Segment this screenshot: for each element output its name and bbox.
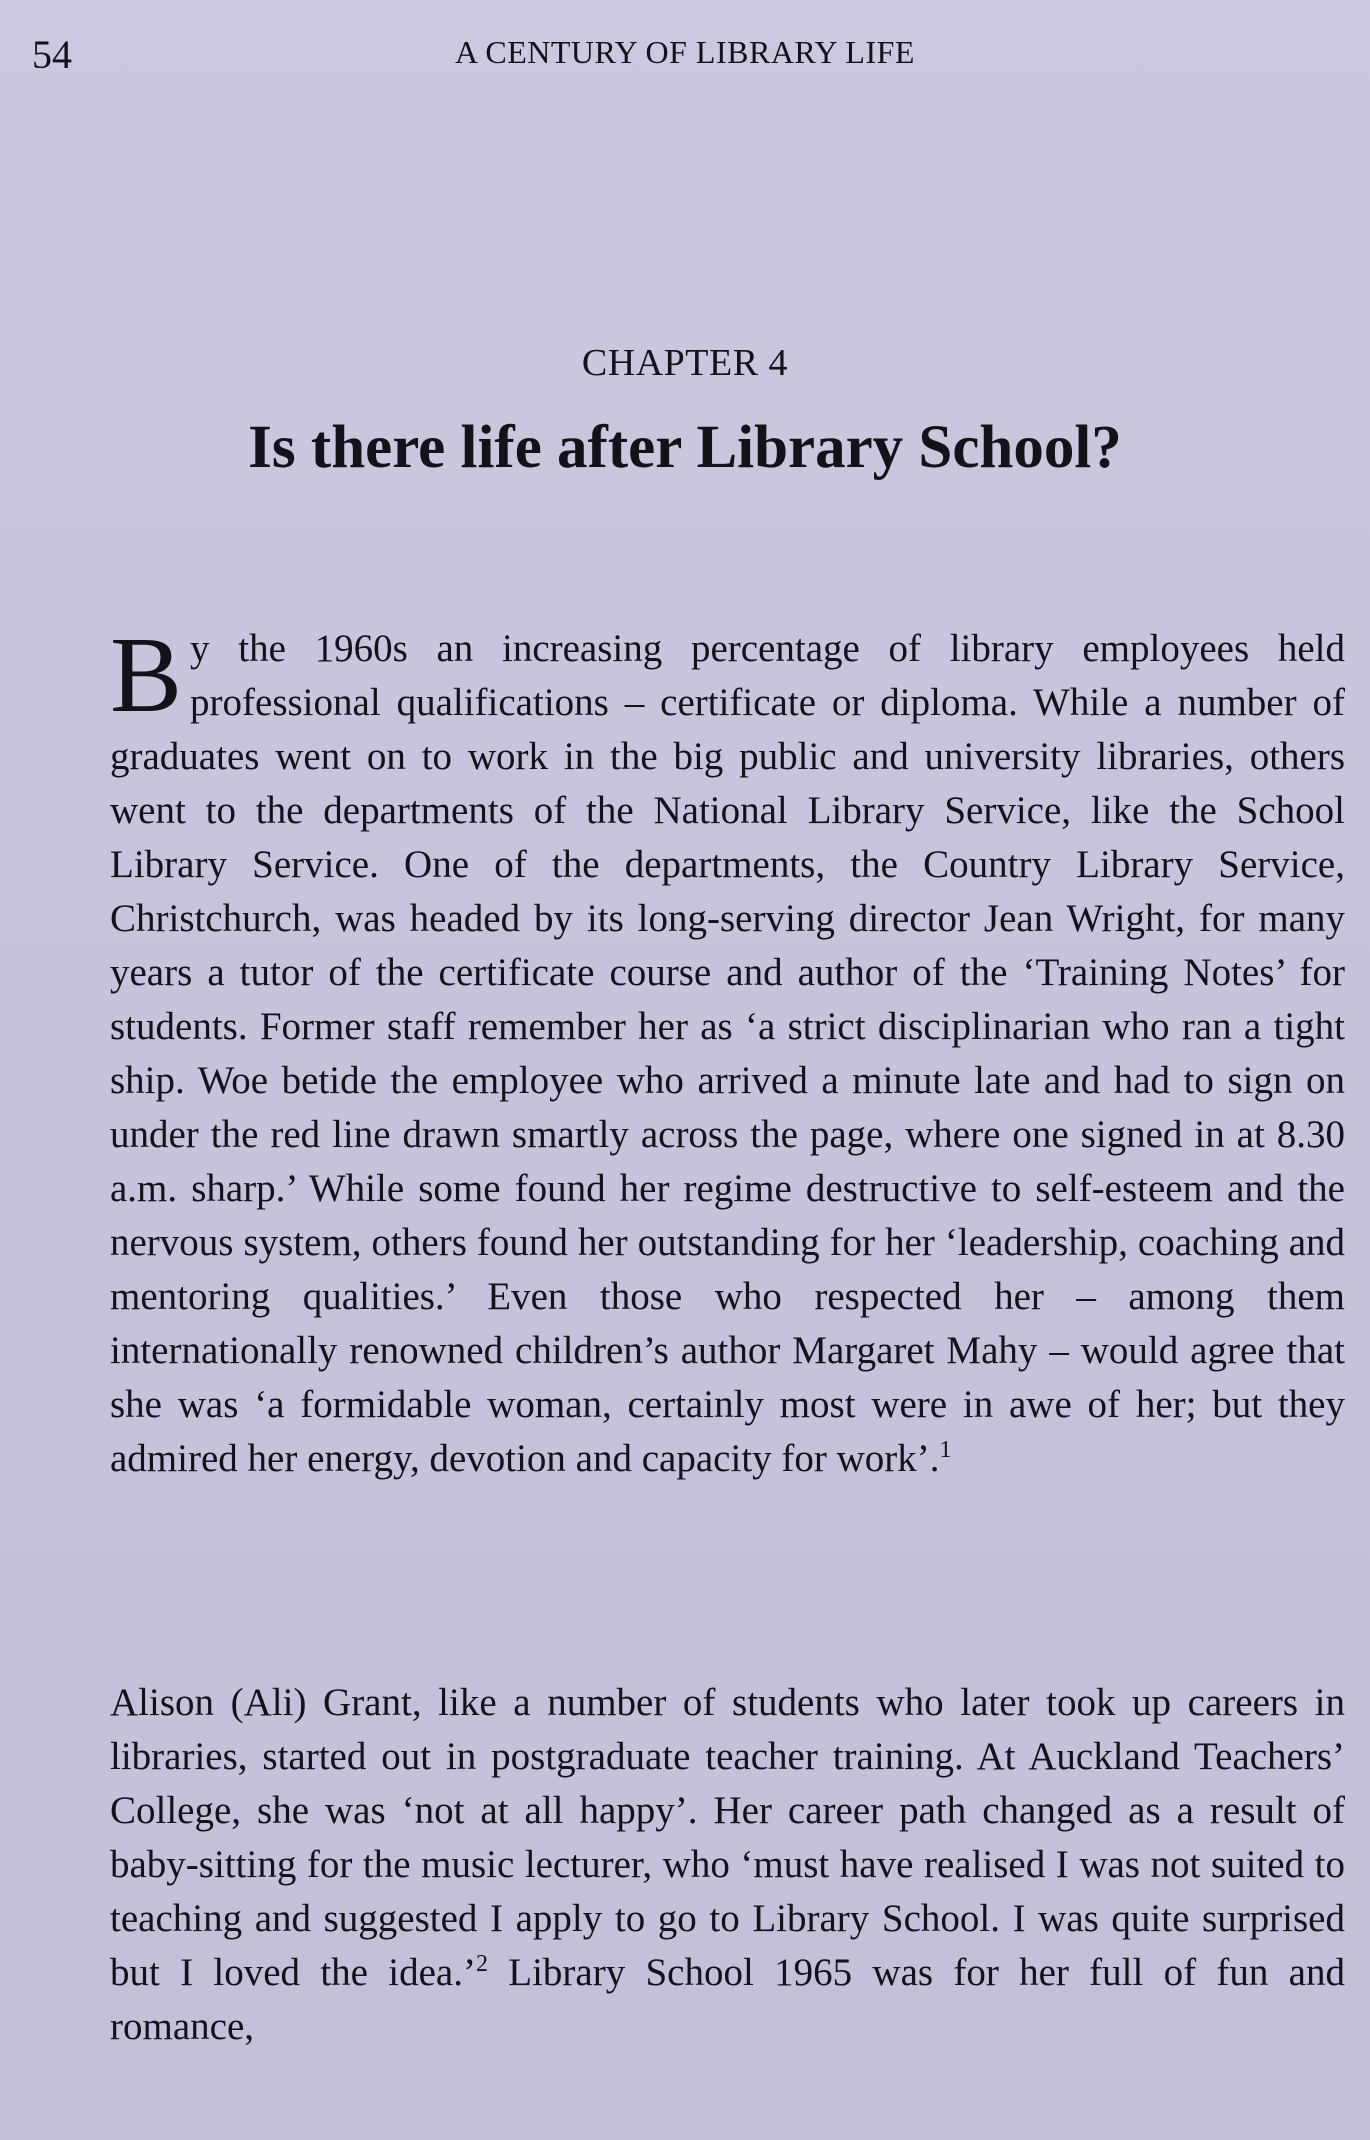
body-paragraph-1 bbox=[110, 616, 1345, 1486]
paragraph-1-text: y the 1960s an increasing percentage of library employees held professional qualifications – certificate or diploma. While a number of graduates went on to work in the big public and university libraries, others went to the departments of the National Library Service, like the School Library Service. One of the departments, the Country Library Service, Christchurch, was headed by its long-serving director Jean Wright, for many years a tutor of the certificate course and author of the ‘Training Notes’ for students. Former staff remember her as ‘a strict disciplinarian who ran a tight ship. Woe betide the employee who arrived a minute late and had to sign on under the red line drawn smartly across the page, where one signed in at 8.30 a.m. sharp.’ While some found her regime destructive to self-esteem and the nervous system, others found her outstanding for her ‘leadership, coaching and mentoring qualities.’ Even those who respected her – among them internationally renowned children’s author Margaret Mahy – would agree that she was ‘a formidable woman, certainly most were in awe of her; but they admired her energy, devotion and capacity for work’. bbox=[110, 627, 1345, 1480]
chapter-label: CHAPTER 4 bbox=[581, 342, 789, 384]
footnote-ref-1: 1 bbox=[939, 1437, 952, 1463]
paragraph-2-text-a: Alison (Ali) Grant, like a number of students who later took up careers in libraries, started out in postgraduate teacher training. At Auckland Teachers’ College, she was ‘not at all happy’. Her career path changed as a result of baby-sitting for the music lecturer, who ‘must have realised I was not suited to teaching and suggested I apply to go to Library School. I was quite surprised but I loved the idea.’ bbox=[110, 1681, 1345, 1994]
paragraph-2-text-b: Library School 1965 was for her full of fun and romance, bbox=[110, 1951, 1345, 2048]
drop-cap: B bbox=[110, 616, 183, 735]
page-number: 54 bbox=[32, 32, 72, 77]
running-head: A CENTURY OF LIBRARY LIFE bbox=[455, 34, 915, 70]
body-paragraph-2 bbox=[110, 1676, 1345, 2054]
footnote-ref-2: 2 bbox=[475, 1951, 488, 1977]
chapter-title: Is there life after Library School? bbox=[248, 414, 1122, 481]
